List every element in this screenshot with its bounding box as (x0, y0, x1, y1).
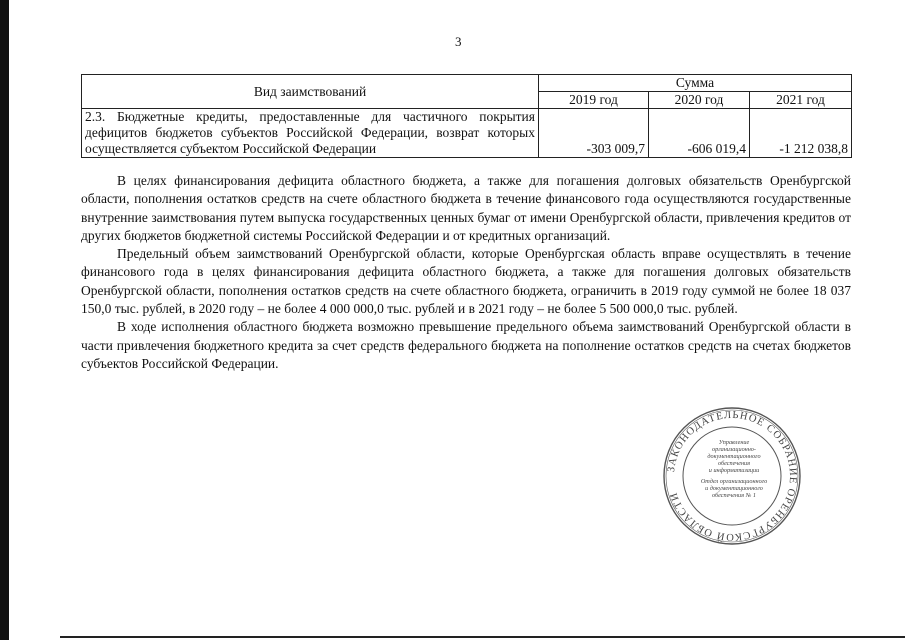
stamp-line: Управление (718, 439, 750, 446)
paragraph-financing: В целях финансирования дефицита областного бюджета, а также для погашения долговых обязательств Оренбургской области, пополнения остатков средств на счете областного бюджета в течение финансового года осуществляются государственные внутренние заимствования путем выпуска государственных ценных бумаг от имени Оренбургской области, привлечения кредитов от других бюджетов бюджетной системы Российской Федерации и от кредитных организаций. (81, 173, 851, 243)
stamp-ring-text: ЗАКОНОДАТЕЛЬНОЕ СОБРАНИЕ ОРЕНБУРГСКОЙ ОБЛАСТИ (666, 409, 799, 543)
body-text (81, 172, 851, 373)
stamp-line: Отдел организационного (700, 478, 768, 485)
svg-text:ЗАКОНОДАТЕЛЬНОЕ СОБРАНИЕ ОРЕНБ (666, 410, 798, 543)
header-borrowing-type: Вид заимствований (82, 75, 539, 109)
table-row (82, 109, 852, 158)
stamp-line: и документационного (705, 485, 763, 492)
scan-bottom-edge (60, 636, 905, 638)
stamp-line: организационно- (712, 446, 756, 453)
row-value-2021: -1 212 038,8 (750, 109, 852, 158)
official-stamp (662, 406, 802, 546)
paragraph-excess: В ходе исполнения областного бюджета возможно превышение предельного объема заимствований Оренбургской области в части привлечения бюджетного кредита за счет средств федерального бюджета на пополнение остатков средств на счетах бюджетов субъектов Российской Федерации. (81, 319, 851, 371)
row-value-2020: -606 019,4 (649, 109, 750, 158)
borrowings-table (81, 74, 852, 158)
stamp-line: документационного (707, 453, 761, 460)
header-year-2019: 2019 год (539, 92, 649, 109)
header-year-2020: 2020 год (649, 92, 750, 109)
stamp-line: обеспечения (717, 460, 751, 467)
header-sum: Сумма (539, 75, 852, 92)
scan-left-edge (0, 0, 9, 640)
paragraph-limit: Предельный объем заимствований Оренбургской области, которые Оренбургская область вправе осуществлять в течение финансового года в целях финансирования дефицита областного бюджета, а также для погашения долговых обязательств Оренбургской области, пополнения остатков средств на счете областного бюджета, ограничить в 2019 году суммой не более 18 037 150,0 тыс. рублей, в 2020 году – не более 4 000 000,0 тыс. рублей и в 2021 году – не более 5 500 000,0 тыс. рублей. (81, 246, 851, 317)
stamp-line: обеспечения № 1 (711, 492, 757, 499)
stamp-line: и информатизации (708, 467, 760, 474)
row-description: 2.3. Бюджетные кредиты, предоставленные для частичного покрытия дефицитов бюджетов субъектов Российской Федерации, возврат которых осуществляется субъектом Российской Федерации (82, 109, 539, 158)
header-year-2021: 2021 год (750, 92, 852, 109)
row-value-2019: -303 009,7 (539, 109, 649, 158)
page-number: 3 (455, 34, 462, 49)
